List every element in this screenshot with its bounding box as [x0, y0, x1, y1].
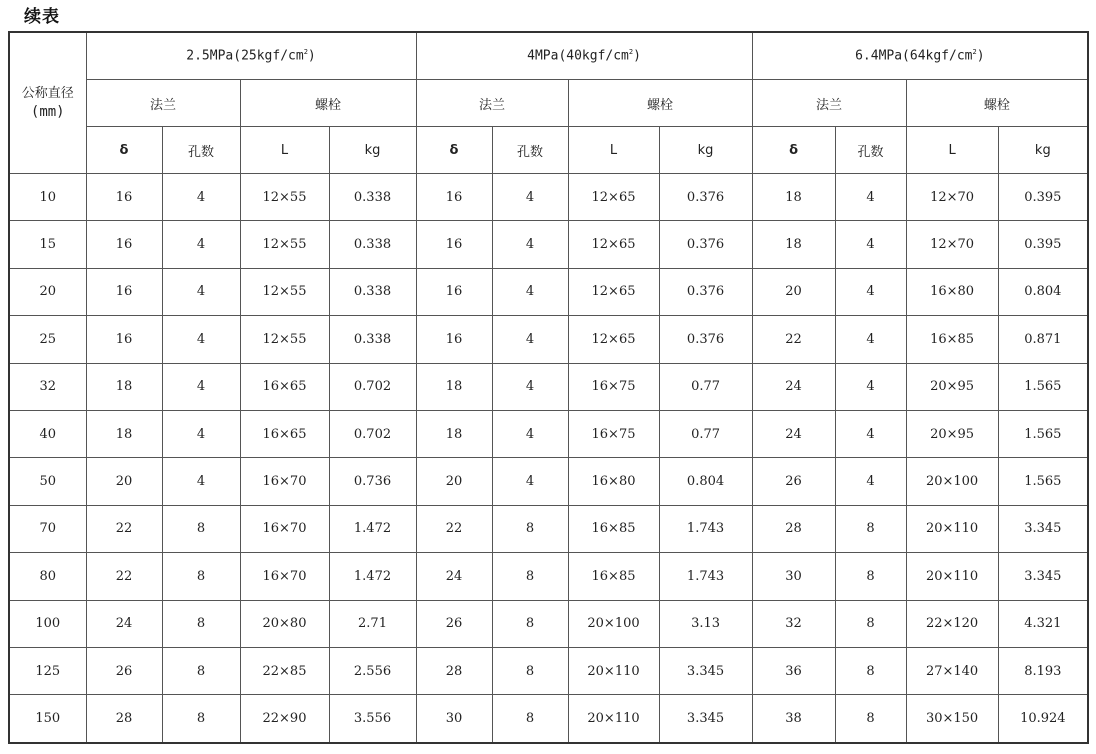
cell-bolt-weight-2-5: 2.556	[329, 647, 416, 694]
header-row-fields	[9, 127, 1088, 174]
cell-thickness-6-4: 22	[752, 316, 835, 363]
cell-bolt-weight-6-4: 8.193	[998, 647, 1088, 694]
cell-bolt-weight-2-5: 2.71	[329, 600, 416, 647]
cell-bolt-size-2-5: 16×70	[240, 553, 329, 600]
table-caption: 续表	[24, 7, 60, 27]
cell-bolt-size-2-5: 22×85	[240, 647, 329, 694]
cell-bolt-size-6-4: 20×95	[906, 410, 998, 457]
table-row	[9, 695, 1088, 743]
cell-bolt-size-4: 12×65	[568, 221, 659, 268]
cell-holes-4: 4	[492, 174, 568, 221]
nominal-diameter-unit: (mm)	[30, 104, 65, 120]
cell-bolt-weight-4: 3.13	[659, 600, 752, 647]
cell-bolt-weight-6-4: 0.804	[998, 268, 1088, 315]
cell-thickness-4: 18	[416, 363, 492, 410]
cell-thickness-4: 16	[416, 174, 492, 221]
thickness-header-2: δ	[416, 127, 492, 174]
cell-holes-6-4: 4	[835, 268, 906, 315]
cell-holes-4: 4	[492, 221, 568, 268]
cell-bolt-size-4: 16×85	[568, 505, 659, 552]
cell-thickness-2-5: 22	[86, 553, 162, 600]
cell-holes-4: 8	[492, 647, 568, 694]
cell-thickness-2-5: 16	[86, 174, 162, 221]
cell-holes-2-5: 4	[162, 458, 240, 505]
cell-bolt-weight-4: 3.345	[659, 695, 752, 743]
weight-header-3: kg	[998, 127, 1088, 174]
cell-holes-6-4: 8	[835, 600, 906, 647]
cell-bolt-size-6-4: 30×150	[906, 695, 998, 743]
cell-bolt-weight-4: 0.77	[659, 363, 752, 410]
cell-bolt-size-4: 20×110	[568, 695, 659, 743]
cell-bolt-weight-6-4: 0.871	[998, 316, 1088, 363]
table-row	[9, 316, 1088, 363]
cell-thickness-6-4: 18	[752, 221, 835, 268]
cell-holes-2-5: 4	[162, 221, 240, 268]
cell-bolt-size-6-4: 20×110	[906, 505, 998, 552]
cell-holes-2-5: 8	[162, 695, 240, 743]
flange-bolt-table	[8, 31, 1089, 744]
cell-holes-6-4: 8	[835, 553, 906, 600]
cell-holes-2-5: 8	[162, 553, 240, 600]
cell-holes-6-4: 8	[835, 695, 906, 743]
cell-thickness-6-4: 26	[752, 458, 835, 505]
cell-bolt-weight-6-4: 1.565	[998, 410, 1088, 457]
cell-thickness-4: 26	[416, 600, 492, 647]
cell-bolt-weight-4: 0.376	[659, 316, 752, 363]
table-body	[9, 174, 1088, 743]
cell-thickness-4: 16	[416, 221, 492, 268]
cell-nominal-diameter: 10	[9, 174, 86, 221]
cell-bolt-size-4: 16×75	[568, 410, 659, 457]
cell-bolt-size-6-4: 16×85	[906, 316, 998, 363]
table-row	[9, 268, 1088, 315]
cell-bolt-size-4: 16×75	[568, 363, 659, 410]
cell-holes-6-4: 4	[835, 458, 906, 505]
cell-holes-4: 4	[492, 410, 568, 457]
cell-bolt-size-6-4: 22×120	[906, 600, 998, 647]
cell-nominal-diameter: 40	[9, 410, 86, 457]
cell-thickness-4: 18	[416, 410, 492, 457]
cell-thickness-6-4: 18	[752, 174, 835, 221]
cell-nominal-diameter: 150	[9, 695, 86, 743]
cell-bolt-size-2-5: 20×80	[240, 600, 329, 647]
cell-bolt-weight-2-5: 0.338	[329, 268, 416, 315]
cell-thickness-6-4: 32	[752, 600, 835, 647]
cell-thickness-2-5: 16	[86, 316, 162, 363]
cell-bolt-weight-6-4: 4.321	[998, 600, 1088, 647]
length-header-2: L	[568, 127, 659, 174]
bolt-header-3: 螺栓	[906, 80, 1088, 127]
cell-thickness-2-5: 24	[86, 600, 162, 647]
cell-holes-4: 8	[492, 600, 568, 647]
weight-header-2: kg	[659, 127, 752, 174]
cell-bolt-weight-4: 0.376	[659, 268, 752, 315]
cell-bolt-size-2-5: 12×55	[240, 221, 329, 268]
cell-thickness-2-5: 16	[86, 268, 162, 315]
thickness-header-1: δ	[86, 127, 162, 174]
header-row-groups	[9, 80, 1088, 127]
cell-bolt-size-2-5: 16×70	[240, 458, 329, 505]
cell-holes-4: 8	[492, 505, 568, 552]
cell-holes-6-4: 4	[835, 316, 906, 363]
cell-holes-2-5: 4	[162, 316, 240, 363]
cell-nominal-diameter: 80	[9, 553, 86, 600]
header-row-pressure	[9, 32, 1088, 80]
table-row	[9, 458, 1088, 505]
cell-bolt-size-4: 12×65	[568, 174, 659, 221]
length-header-1: L	[240, 127, 329, 174]
cell-thickness-4: 30	[416, 695, 492, 743]
table-row	[9, 600, 1088, 647]
flange-header-2: 法兰	[416, 80, 568, 127]
cell-bolt-size-2-5: 12×55	[240, 174, 329, 221]
cell-nominal-diameter: 15	[9, 221, 86, 268]
weight-header-1: kg	[329, 127, 416, 174]
table-row	[9, 553, 1088, 600]
cell-thickness-6-4: 36	[752, 647, 835, 694]
cell-holes-4: 4	[492, 363, 568, 410]
cell-bolt-size-4: 12×65	[568, 316, 659, 363]
cell-holes-6-4: 4	[835, 363, 906, 410]
cell-holes-2-5: 8	[162, 647, 240, 694]
cell-nominal-diameter: 25	[9, 316, 86, 363]
cell-bolt-size-6-4: 20×95	[906, 363, 998, 410]
flange-header-1: 法兰	[86, 80, 240, 127]
cell-bolt-size-2-5: 12×55	[240, 316, 329, 363]
cell-holes-4: 8	[492, 695, 568, 743]
cell-holes-2-5: 4	[162, 363, 240, 410]
pressure-header-4mpa: $4MPa(40kgf/cm^2)$	[416, 32, 752, 80]
holes-header-2: 孔数	[492, 127, 568, 174]
cell-thickness-2-5: 20	[86, 458, 162, 505]
pressure-header-2-5mpa: $2.5MPa(25kgf/cm^2)$	[86, 32, 416, 80]
cell-holes-2-5: 8	[162, 505, 240, 552]
cell-thickness-2-5: 22	[86, 505, 162, 552]
cell-nominal-diameter: 100	[9, 600, 86, 647]
cell-holes-2-5: 4	[162, 174, 240, 221]
cell-bolt-size-4: 16×85	[568, 553, 659, 600]
cell-bolt-size-6-4: 12×70	[906, 174, 998, 221]
cell-bolt-weight-4: 1.743	[659, 553, 752, 600]
cell-holes-2-5: 8	[162, 600, 240, 647]
cell-thickness-6-4: 24	[752, 363, 835, 410]
cell-bolt-size-2-5: 22×90	[240, 695, 329, 743]
cell-holes-4: 8	[492, 553, 568, 600]
cell-thickness-6-4: 20	[752, 268, 835, 315]
cell-bolt-weight-6-4: 1.565	[998, 363, 1088, 410]
cell-bolt-weight-4: 0.376	[659, 221, 752, 268]
cell-nominal-diameter: 32	[9, 363, 86, 410]
cell-thickness-6-4: 38	[752, 695, 835, 743]
cell-bolt-weight-4: 0.77	[659, 410, 752, 457]
cell-holes-6-4: 8	[835, 647, 906, 694]
cell-bolt-weight-2-5: 1.472	[329, 505, 416, 552]
cell-thickness-4: 22	[416, 505, 492, 552]
cell-bolt-size-4: 12×65	[568, 268, 659, 315]
cell-thickness-2-5: 16	[86, 221, 162, 268]
cell-thickness-4: 20	[416, 458, 492, 505]
pressure-header-6-4mpa: $6.4MPa(64kgf/cm^2)$	[752, 32, 1088, 80]
table-row	[9, 647, 1088, 694]
cell-holes-4: 4	[492, 458, 568, 505]
cell-bolt-weight-6-4: 0.395	[998, 221, 1088, 268]
table-row	[9, 174, 1088, 221]
cell-bolt-weight-4: 3.345	[659, 647, 752, 694]
cell-thickness-4: 24	[416, 553, 492, 600]
cell-bolt-size-2-5: 12×55	[240, 268, 329, 315]
cell-nominal-diameter: 125	[9, 647, 86, 694]
table-row	[9, 363, 1088, 410]
cell-bolt-weight-2-5: 0.338	[329, 221, 416, 268]
cell-holes-2-5: 4	[162, 268, 240, 315]
cell-bolt-weight-2-5: 0.338	[329, 316, 416, 363]
cell-bolt-weight-4: 0.376	[659, 174, 752, 221]
cell-bolt-size-4: 20×110	[568, 647, 659, 694]
cell-bolt-size-2-5: 16×65	[240, 363, 329, 410]
cell-nominal-diameter: 70	[9, 505, 86, 552]
cell-bolt-size-6-4: 16×80	[906, 268, 998, 315]
cell-bolt-size-6-4: 20×110	[906, 553, 998, 600]
cell-holes-2-5: 4	[162, 410, 240, 457]
cell-nominal-diameter: 20	[9, 268, 86, 315]
cell-bolt-size-6-4: 12×70	[906, 221, 998, 268]
cell-bolt-weight-6-4: 3.345	[998, 553, 1088, 600]
cell-thickness-6-4: 30	[752, 553, 835, 600]
cell-bolt-weight-2-5: 1.472	[329, 553, 416, 600]
cell-bolt-size-4: 20×100	[568, 600, 659, 647]
cell-thickness-4: 16	[416, 268, 492, 315]
length-header-3: L	[906, 127, 998, 174]
thickness-header-3: δ	[752, 127, 835, 174]
cell-bolt-weight-2-5: 3.556	[329, 695, 416, 743]
table-row	[9, 410, 1088, 457]
cell-bolt-weight-2-5: 0.702	[329, 363, 416, 410]
cell-bolt-weight-2-5: 0.702	[329, 410, 416, 457]
flange-header-3: 法兰	[752, 80, 906, 127]
cell-holes-6-4: 4	[835, 410, 906, 457]
cell-bolt-weight-4: 1.743	[659, 505, 752, 552]
cell-bolt-weight-2-5: 0.338	[329, 174, 416, 221]
cell-holes-4: 4	[492, 268, 568, 315]
table-row	[9, 505, 1088, 552]
bolt-header-2: 螺栓	[568, 80, 752, 127]
cell-thickness-2-5: 18	[86, 410, 162, 457]
cell-bolt-weight-6-4: 10.924	[998, 695, 1088, 743]
cell-thickness-4: 28	[416, 647, 492, 694]
cell-bolt-weight-4: 0.804	[659, 458, 752, 505]
cell-bolt-size-6-4: 20×100	[906, 458, 998, 505]
cell-holes-6-4: 4	[835, 174, 906, 221]
cell-holes-6-4: 4	[835, 221, 906, 268]
cell-bolt-weight-2-5: 0.736	[329, 458, 416, 505]
cell-thickness-6-4: 28	[752, 505, 835, 552]
cell-bolt-weight-6-4: 1.565	[998, 458, 1088, 505]
cell-bolt-size-2-5: 16×65	[240, 410, 329, 457]
cell-bolt-size-4: 16×80	[568, 458, 659, 505]
cell-thickness-2-5: 18	[86, 363, 162, 410]
cell-thickness-2-5: 28	[86, 695, 162, 743]
nominal-diameter-header	[9, 32, 86, 174]
cell-bolt-weight-6-4: 3.345	[998, 505, 1088, 552]
cell-bolt-size-2-5: 16×70	[240, 505, 329, 552]
cell-thickness-2-5: 26	[86, 647, 162, 694]
cell-thickness-6-4: 24	[752, 410, 835, 457]
cell-thickness-4: 16	[416, 316, 492, 363]
cell-holes-4: 4	[492, 316, 568, 363]
cell-bolt-weight-6-4: 0.395	[998, 174, 1088, 221]
cell-nominal-diameter: 50	[9, 458, 86, 505]
holes-header-1: 孔数	[162, 127, 240, 174]
table-row	[9, 221, 1088, 268]
nominal-diameter-label: 公称直径	[21, 86, 74, 101]
cell-bolt-size-6-4: 27×140	[906, 647, 998, 694]
holes-header-3: 孔数	[835, 127, 906, 174]
cell-holes-6-4: 8	[835, 505, 906, 552]
bolt-header-1: 螺栓	[240, 80, 416, 127]
